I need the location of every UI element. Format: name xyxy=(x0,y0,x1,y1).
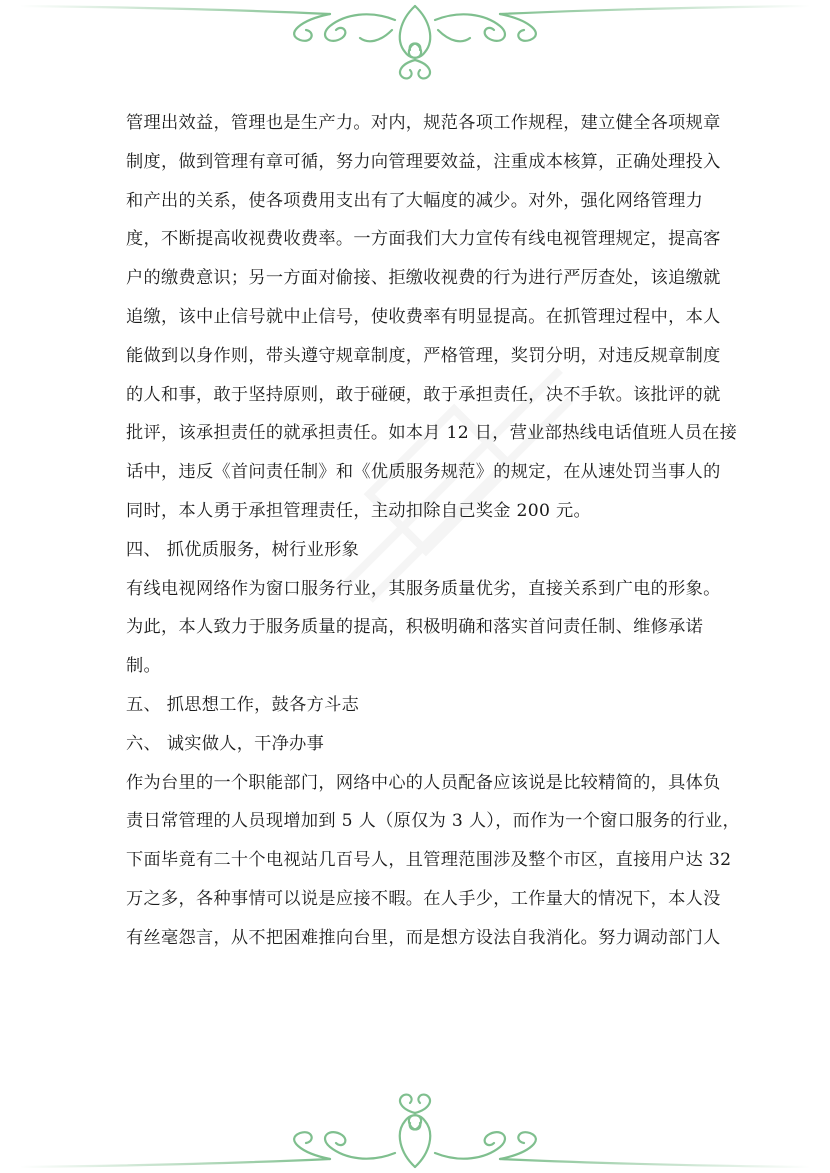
document-body xyxy=(126,104,741,958)
text-line: 和产出的关系，使各项费用支出有了大幅度的减少。对外，强化网络管理力 xyxy=(126,190,704,211)
text-line: 同时，本人勇于承担管理责任，主动扣除自己奖金 200 元。 xyxy=(126,500,591,521)
section-heading: 五、 抓思想工作，鼓各方斗志 xyxy=(126,694,360,715)
text-line: 万之多，各种事情可以说是应接不暇。在人手少，工作量大的情况下，本人没 xyxy=(126,888,721,909)
bottom-floral-ornament-icon xyxy=(0,1083,830,1173)
text-line: 追缴，该中止信号就中止信号，使收费率有明显提高。在抓管理过程中，本人 xyxy=(126,306,721,327)
text-line: 管理出效益，管理也是生产力。对内，规范各项工作规程，建立健全各项规章 xyxy=(126,113,721,133)
text-line: 为此，本人致力于服务质量的提高，积极明确和落实首问责任制、维修承诺 xyxy=(126,617,704,638)
text-line: 话中，违反《首问责任制》和《优质服务规范》的规定，在从速处罚当事人的 xyxy=(126,462,721,483)
text-line: 度，不断提高收视费收费率。一方面我们大力宣传有线电视管理规定，提高客 xyxy=(126,229,721,250)
section-heading: 四、 抓优质服务，树行业形象 xyxy=(126,539,360,560)
text-line: 下面毕竟有二十个电视站几百号人，且管理范围涉及整个市区，直接用户达 32 xyxy=(126,850,732,871)
section-heading: 六、 诚实做人，干净办事 xyxy=(126,733,325,754)
text-line: 能做到以身作则，带头遵守规章制度，严格管理，奖罚分明，对违反规章制度 xyxy=(126,345,721,366)
text-line: 户的缴费意识；另一方面对偷接、拒缴收视费的行为进行严厉查处，该追缴就 xyxy=(126,268,721,289)
text-line: 责日常管理的人员现增加到 5 人（原仅为 3 人），而作为一个窗口服务的行业， xyxy=(126,811,741,832)
text-line: 批评，该承担责任的就承担责任。如本月 12 日，营业部热线电话值班人员在接 xyxy=(126,423,738,444)
text-line: 制。 xyxy=(126,656,161,677)
text-line: 有丝毫怨言，从不把困难推向台里，而是想方设法自我消化。努力调动部门人 xyxy=(126,927,721,948)
text-line: 作为台里的一个职能部门，网络中心的人员配备应该说是比较精简的，具体负 xyxy=(126,772,721,793)
text-line: 的人和事，敢于坚持原则，敢于碰硬，敢于承担责任，决不手软。该批评的就 xyxy=(126,384,721,405)
top-floral-ornament-icon xyxy=(0,0,830,90)
text-line: 制度，做到管理有章可循，努力向管理要效益，注重成本核算，正确处理投入 xyxy=(126,151,721,172)
text-line: 有线电视网络作为窗口服务行业，其服务质量优劣，直接关系到广电的形象。 xyxy=(126,578,721,599)
